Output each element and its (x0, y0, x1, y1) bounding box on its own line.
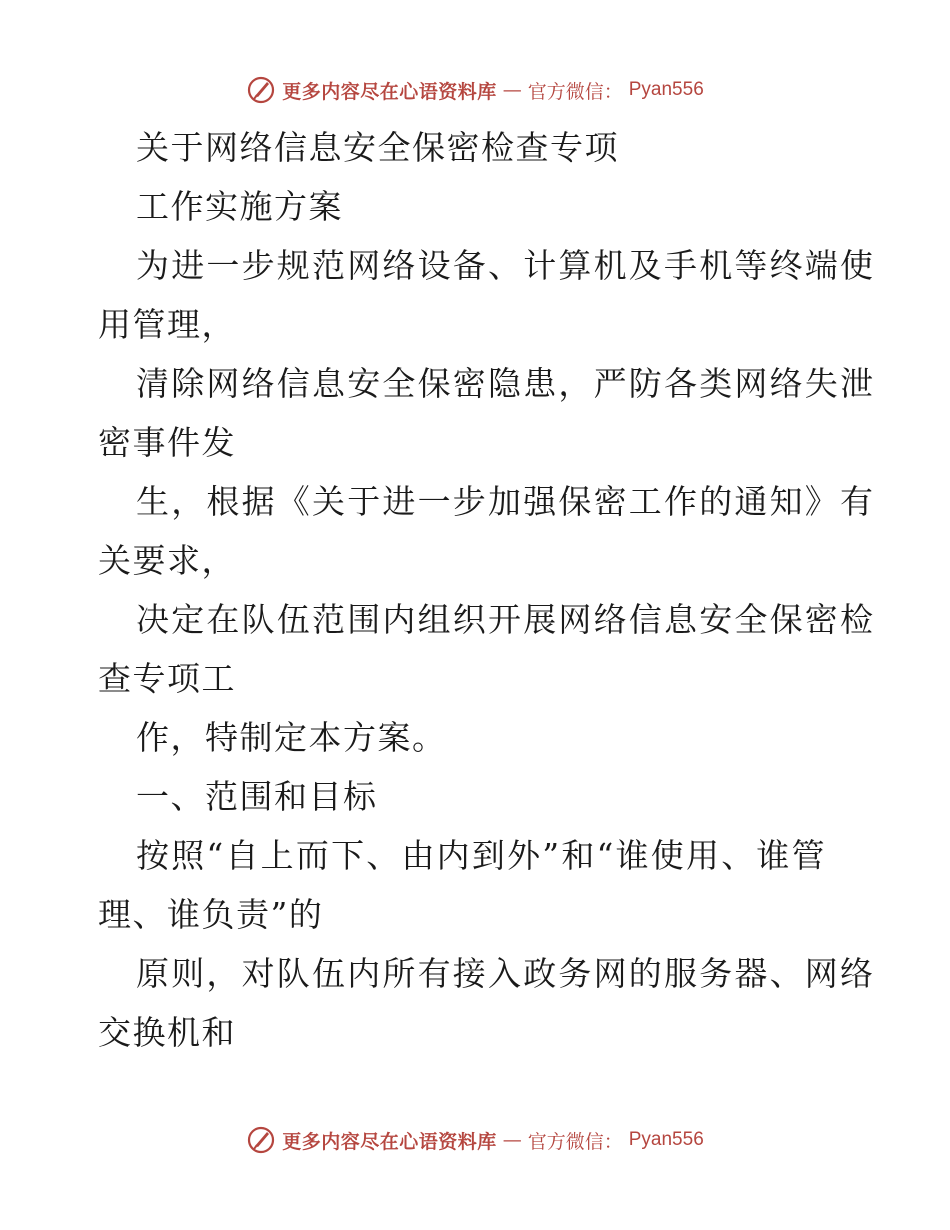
quill-logo-icon (246, 75, 276, 105)
watermark-banner-bottom (0, 1120, 950, 1160)
watermark-wechat-id: Pyan556 (628, 79, 704, 100)
doc-line: 原则，对队伍内所有接入政务网的服务器、网络 (136, 954, 876, 993)
doc-line: 为进一步规范网络设备、计算机及手机等终端使 (136, 246, 876, 285)
doc-line: 交换机和 (98, 1013, 236, 1052)
doc-line-title-1: 关于网络信息安全保密检查专项 (136, 128, 619, 167)
section-heading: 一、范围和目标 (136, 777, 378, 816)
watermark-wechat-label: 官方微信： (527, 80, 623, 103)
document-body (98, 118, 876, 1062)
watermark-text: 更多内容尽在心语资料库 (282, 80, 497, 103)
doc-line: 关要求， (98, 541, 236, 580)
doc-line: 理、谁负责”的 (98, 895, 324, 934)
watermark-banner-top (0, 70, 950, 110)
quill-logo-icon (246, 1125, 276, 1155)
doc-line: 作，特制定本方案。 (136, 718, 447, 757)
doc-line-title-2: 工作实施方案 (136, 187, 343, 226)
watermark-dash: — (502, 1129, 522, 1151)
watermark-text: 更多内容尽在心语资料库 (282, 1130, 497, 1153)
doc-line: 按照“自上而下、由内到外”和“谁使用、谁管 (136, 836, 827, 875)
doc-line: 生，根据《关于进一步加强保密工作的通知》有 (136, 482, 876, 521)
doc-line: 决定在队伍范围内组织开展网络信息安全保密检 (136, 600, 876, 639)
doc-line: 清除网络信息安全保密隐患，严防各类网络失泄 (136, 364, 876, 403)
doc-line: 用管理， (98, 305, 236, 344)
watermark-dash: — (502, 79, 522, 101)
doc-line: 密事件发 (98, 423, 236, 462)
watermark-wechat-id: Pyan556 (628, 1129, 704, 1150)
watermark-wechat-label: 官方微信： (527, 1130, 623, 1153)
doc-line: 查专项工 (98, 659, 236, 698)
